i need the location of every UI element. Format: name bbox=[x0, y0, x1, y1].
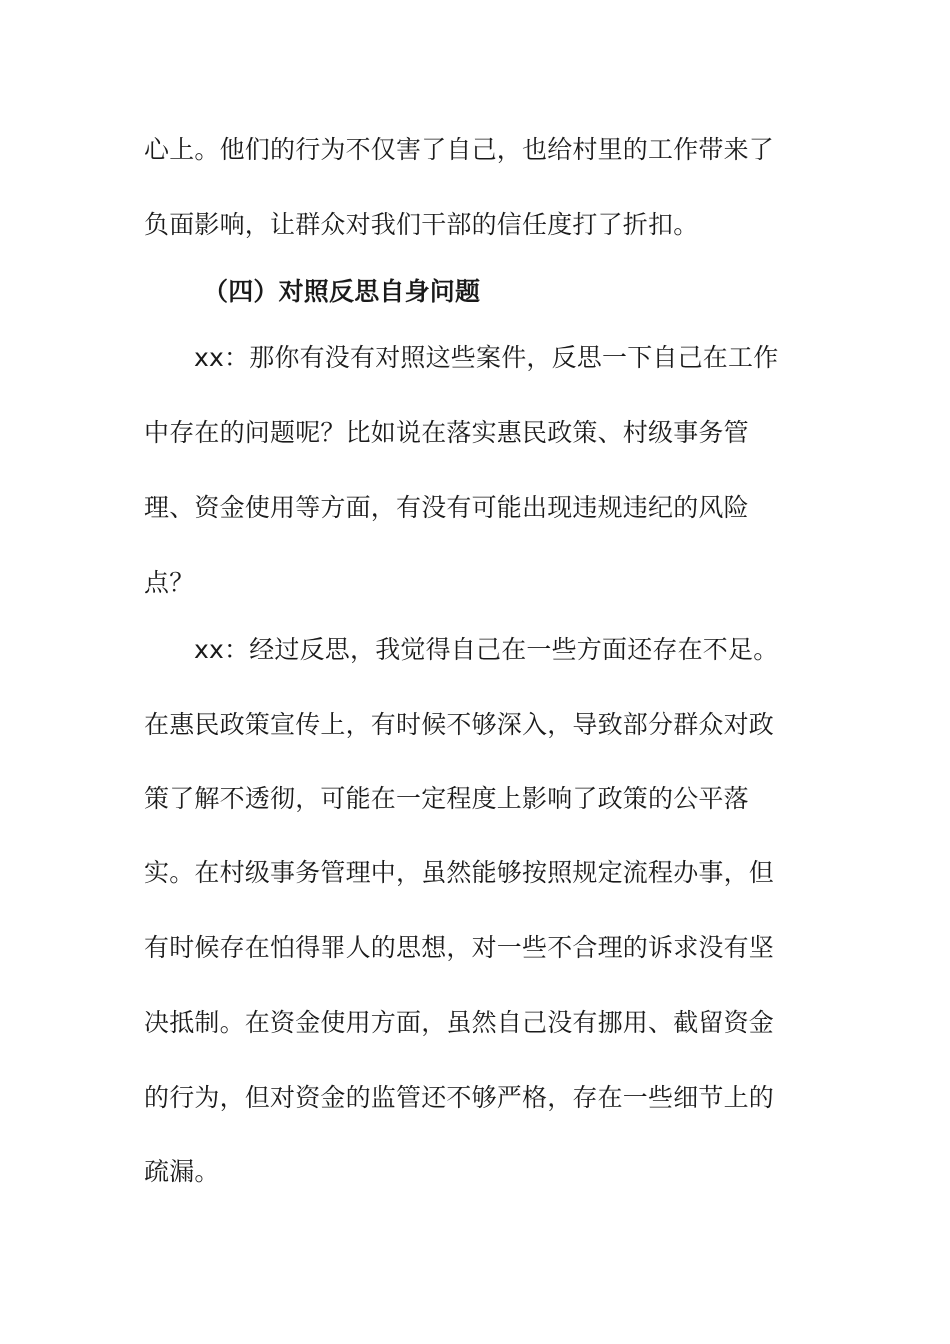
paragraph-3-line-5: 有时候存在怕得罪人的思想，对一些不合理的诉求没有坚 bbox=[144, 933, 775, 962]
paragraph-2-line-3: 理、资金使用等方面，有没有可能出现违规违纪的风险 bbox=[144, 493, 749, 522]
paragraph-3-line-7: 的行为，但对资金的监管还不够严格，存在一些细节上的 bbox=[144, 1083, 775, 1112]
paragraph-3-line-3: 策了解不透彻，可能在一定程度上影响了政策的公平落 bbox=[144, 784, 749, 813]
paragraph-3-line-6: 决抵制。在资金使用方面，虽然自己没有挪用、截留资金 bbox=[144, 1008, 775, 1037]
paragraph-3-line-1: xx：经过反思，我觉得自己在一些方面还存在不足。 bbox=[194, 635, 779, 664]
paragraph-2-line-4: 点？ bbox=[144, 568, 195, 597]
paragraph-3-line-4: 实。在村级事务管理中，虽然能够按照规定流程办事，但 bbox=[144, 858, 775, 887]
paragraph-2-line-2: 中存在的问题呢？比如说在落实惠民政策、村级事务管 bbox=[144, 418, 749, 447]
paragraph-1-line-1: 心上。他们的行为不仅害了自己，也给村里的工作带来了 bbox=[144, 135, 775, 164]
paragraph-1-line-2: 负面影响，让群众对我们干部的信任度打了折扣。 bbox=[144, 210, 699, 239]
paragraph-2-line-1: xx：那你有没有对照这些案件，反思一下自己在工作 bbox=[194, 343, 779, 372]
section-heading: （四）对照反思自身问题 bbox=[203, 277, 481, 306]
paragraph-3-line-2: 在惠民政策宣传上，有时候不够深入，导致部分群众对政 bbox=[144, 710, 775, 739]
paragraph-3-line-8: 疏漏。 bbox=[144, 1157, 220, 1186]
